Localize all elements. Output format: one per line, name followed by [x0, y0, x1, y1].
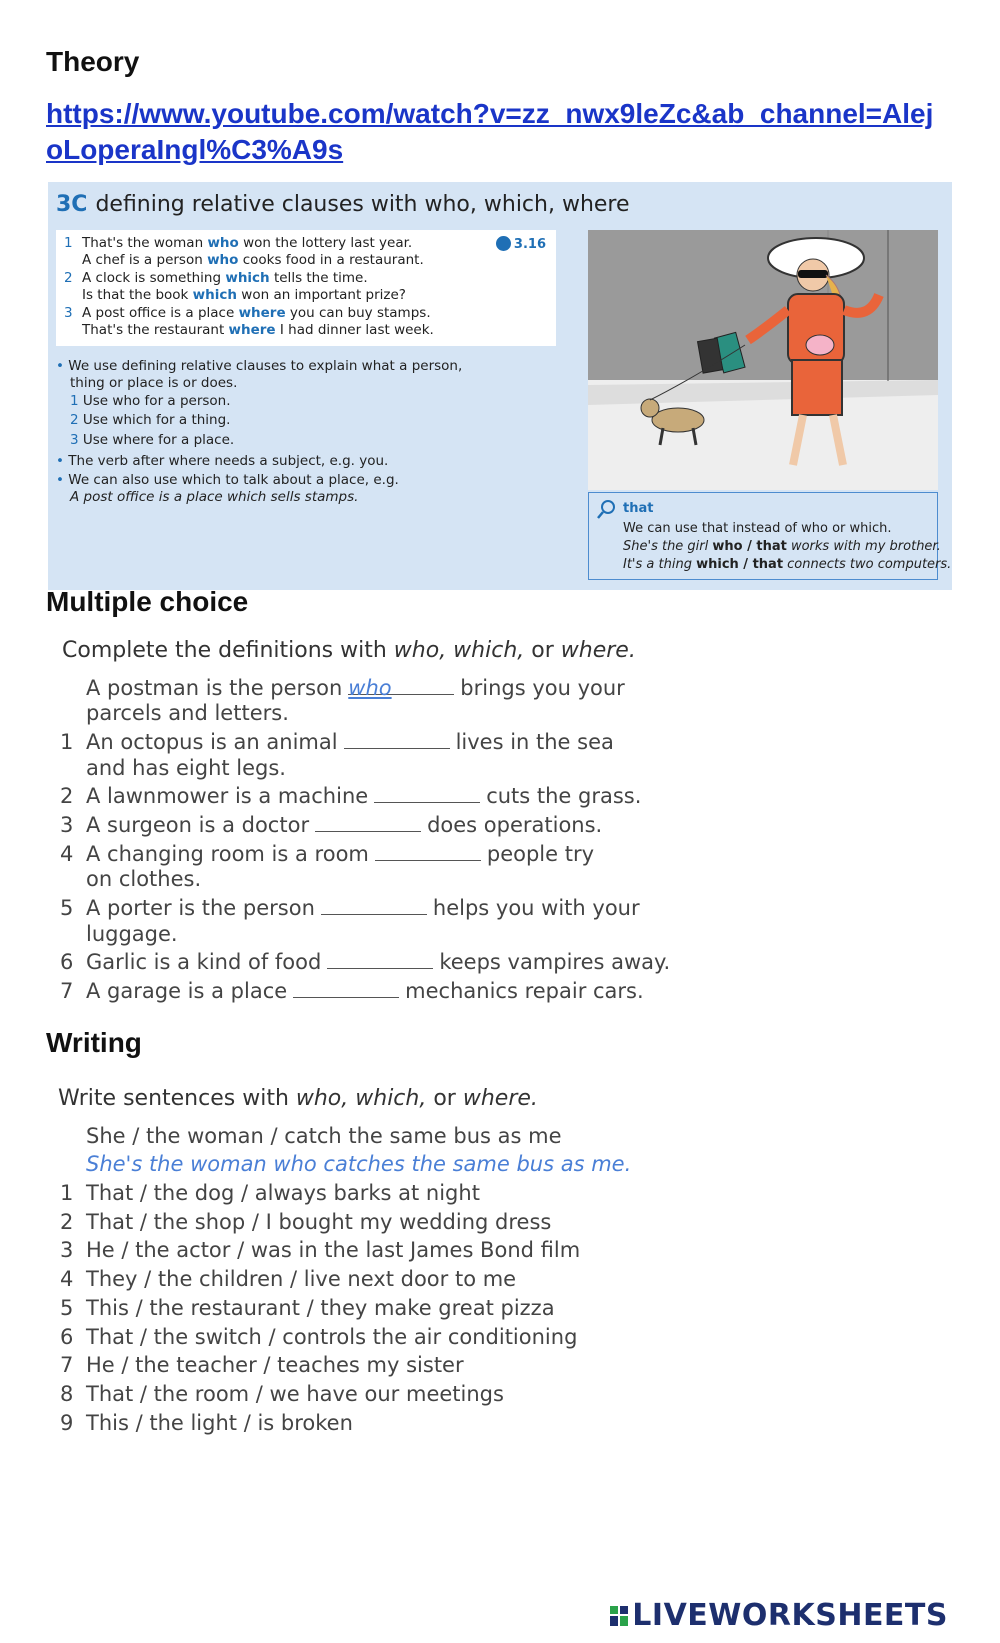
- rule-text: Use who for a person.: [82, 393, 231, 409]
- that-box-line: We can use that instead of who or which.: [623, 521, 892, 536]
- answer-blank[interactable]: [315, 813, 421, 832]
- rule-text: Use where for a place.: [82, 432, 235, 448]
- mc-item: A porter is the person helps you with your: [86, 896, 640, 920]
- mc-item-cont: on clothes.: [86, 867, 202, 891]
- rule-text: The verb after where needs a subject, e.g. you.: [68, 453, 389, 469]
- answer-blank[interactable]: [327, 950, 433, 969]
- writing-item: They / the children / live next door to me: [86, 1267, 517, 1291]
- mc-item: A lawnmower is a machine cuts the grass.: [86, 784, 642, 808]
- example-line: 2 A clock is something which tells the time.: [64, 270, 368, 286]
- writing-item: That / the shop / I bought my wedding dress: [86, 1210, 552, 1234]
- example-line: A chef is a person who cooks food in a restaurant.: [82, 252, 424, 268]
- rule-text: We can also use which to talk about a place, e.g.: [68, 472, 399, 488]
- that-box-title: that: [623, 501, 654, 516]
- writing-item: He / the teacher / teaches my sister: [86, 1353, 464, 1377]
- writing-example-answer: She's the woman who catches the same bus as me.: [86, 1152, 632, 1176]
- mc-item: Garlic is a kind of food keeps vampires away.: [86, 950, 671, 974]
- heading-multiple-choice: Multiple choice: [46, 586, 249, 617]
- example-line: That's the restaurant where I had dinner last week.: [82, 322, 434, 338]
- mc-item-cont: luggage.: [86, 922, 178, 946]
- logo-text: LIVEWORKSHEETS: [632, 1598, 948, 1633]
- answer-blank[interactable]: [344, 730, 450, 749]
- writing-item: That / the switch / controls the air conditioning: [86, 1325, 578, 1349]
- answer-blank[interactable]: [375, 842, 481, 861]
- example-line: Is that the book which won an important prize?: [82, 287, 406, 303]
- that-box-line: It's a thing which / that connects two computers.: [623, 557, 952, 572]
- writing-item: This / the light / is broken: [86, 1411, 353, 1435]
- mc-instruction: Complete the definitions with who, which, or where.: [62, 638, 636, 663]
- example-line: 1 That's the woman who won the lottery last year.: [64, 235, 413, 251]
- rule-text: We use defining relative clauses to explain what a person,: [68, 358, 463, 374]
- rule-text: A post office is a place which sells stamps.: [70, 489, 359, 505]
- illustration-svg: [588, 230, 938, 490]
- audio-track[interactable]: [496, 236, 546, 252]
- writing-item: That / the dog / always barks at night: [86, 1181, 480, 1205]
- mc-item-cont: and has eight legs.: [86, 756, 286, 780]
- mc-item: An octopus is an animal lives in the sea: [86, 730, 614, 754]
- answer-blank[interactable]: [293, 979, 399, 998]
- writing-item: This / the restaurant / they make great pizza: [86, 1296, 555, 1320]
- examples-box: [56, 230, 556, 346]
- magnifier-icon: [597, 499, 617, 519]
- that-note-box: [588, 492, 952, 580]
- rule-text: thing or place is or does.: [70, 375, 238, 391]
- youtube-link[interactable]: https://www.youtube.com/watch?v=zz_nwx9leZc&ab_channel=AlejoLoperaIngl%C3%A9s: [46, 98, 934, 165]
- mc-item: A changing room is a room people try: [86, 842, 595, 866]
- writing-instruction: Write sentences with who, which, or where.: [58, 1086, 538, 1111]
- answer-blank[interactable]: [321, 896, 427, 915]
- unit-label: 3C: [56, 192, 88, 217]
- liveworksheets-icon: [609, 1604, 629, 1628]
- that-box-line: She's the girl who / that works with my brother.: [623, 539, 941, 554]
- illustration-woman-with-dog: [588, 230, 938, 490]
- writing-example-prompt: She / the woman / catch the same bus as me: [86, 1124, 562, 1148]
- writing-item: He / the actor / was in the last James Bond film: [86, 1238, 581, 1262]
- writing-item: That / the room / we have our meetings: [86, 1382, 504, 1406]
- example-line: 3 A post office is a place where you can buy stamps.: [64, 305, 431, 321]
- theory-panel: 3C defining relative clauses with who, which, where 3.16 1 That's the woman who won the lottery last year. A chef is a person who cooks food in a restaurant. 2 A clock is something which tells the time. Is that the book which won an important prize? 3 A post office is a place where you can buy stamps. That's the restaurant where I had dinner last week. • We use defining relative clauses to explain what a person, thing or place is or does. 1 Use who for a person. 2 Use which for a thing. 3 Use where for a place. • The verb after where needs a subject, e.g. you. • We can also use which to talk about a place, e.g. A post office is a place which sells stamps. that We can use that instead of who or which. She's the girl who / that works with my brother. It's a thing which / that connects two computers.: [48, 182, 952, 590]
- mc-item: A surgeon is a doctor does operations.: [86, 813, 603, 837]
- theory-title: [56, 192, 630, 217]
- rule-text: Use which for a thing.: [82, 412, 231, 428]
- speaker-icon: [496, 236, 511, 251]
- example-answer: who: [348, 676, 454, 695]
- liveworksheets-logo: [609, 1598, 948, 1633]
- mc-example: A postman is the person who brings you your: [86, 676, 625, 700]
- heading-writing: Writing: [46, 1027, 142, 1058]
- theory-title-text: defining relative clauses with who, which, where: [95, 192, 630, 217]
- audio-number: 3.16: [513, 237, 546, 252]
- mc-example-cont: parcels and letters.: [86, 701, 289, 725]
- mc-item: A garage is a place mechanics repair cars.: [86, 979, 644, 1003]
- answer-blank[interactable]: [374, 784, 480, 803]
- heading-theory: Theory: [46, 46, 140, 77]
